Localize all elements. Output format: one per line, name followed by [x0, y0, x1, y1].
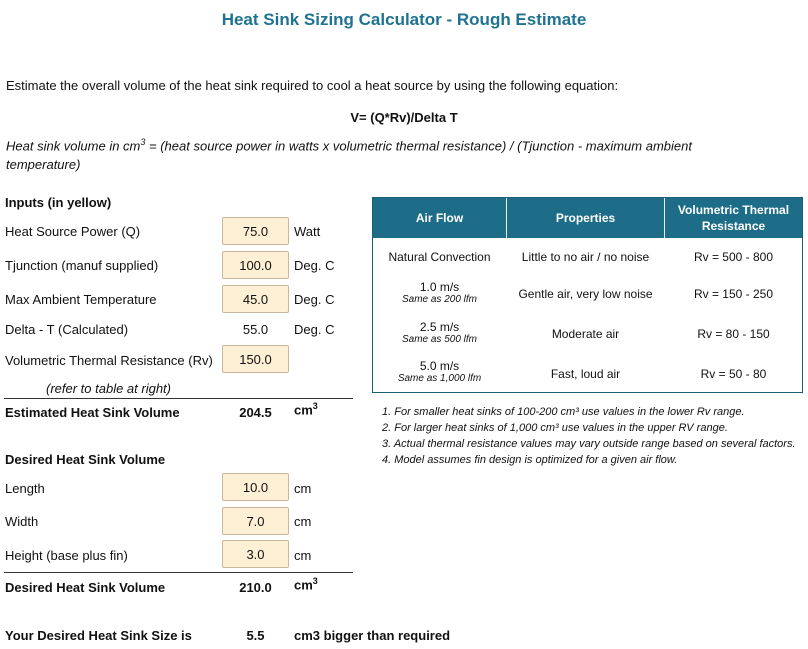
max-ambient-unit: Deg. C	[294, 292, 335, 307]
tjunction-input[interactable]	[222, 251, 289, 279]
rv-label: Volumetric Thermal Resistance (Rv)	[5, 353, 213, 368]
equation-desc-part-a: Heat sink volume in cm	[6, 138, 141, 154]
tjunction-unit: Deg. C	[294, 258, 335, 273]
row-rv: Rv = 50 - 80	[700, 367, 767, 381]
note-item: 4. Model assumes fin design is optimized for a given air flow.	[382, 454, 678, 466]
max-ambient-input[interactable]	[222, 285, 289, 313]
comparison-value: 5.5	[246, 628, 265, 643]
heat-power-label: Heat Source Power (Q)	[5, 224, 141, 239]
estimated-volume-unit: $cm^3$	[294, 401, 318, 418]
desired-heading: Desired Heat Sink Volume	[5, 452, 166, 467]
page-title: Heat Sink Sizing Calculator - Rough Estimate	[221, 10, 587, 29]
heat-power-unit: Watt	[294, 224, 321, 239]
note-item: 3. Actual thermal resistance values may vary outside range based on several factors.	[382, 438, 796, 450]
row-airflow: 1.0 m/s Same as 200 lfm	[401, 280, 478, 305]
estimated-volume-value: 204.5	[239, 405, 272, 420]
length-input[interactable]	[222, 473, 289, 501]
height-input[interactable]	[222, 540, 289, 568]
note-item: 1. For smaller heat sinks of 100-200 cm³ use values in the lower Rv range.	[382, 406, 745, 418]
equation-desc-sup: 3	[140, 137, 146, 147]
note-item: 2. For larger heat sinks of 1,000 cm³ use values in the upper RV range.	[382, 422, 728, 434]
desired-volume-label: Desired Heat Sink Volume	[5, 580, 166, 595]
comparison-suffix: cm3 bigger than required	[294, 628, 451, 643]
comparison-label: Your Desired Heat Sink Size is	[5, 628, 192, 643]
header-air-flow: Air Flow	[415, 211, 464, 225]
width-unit: cm	[294, 514, 312, 529]
length-unit: cm	[294, 481, 312, 496]
divider-line	[4, 398, 353, 399]
equation-description	[6, 133, 766, 174]
intro-text: Estimate the overall volume of the heat sink required to cool a heat source by using the following equation:	[6, 78, 619, 93]
rv-input[interactable]	[222, 345, 289, 373]
divider-line	[4, 572, 353, 573]
row-properties: Gentle air, very low noise	[518, 287, 653, 301]
row-rv: Rv = 500 - 800	[693, 250, 774, 264]
inputs-heading: Inputs (in yellow)	[5, 195, 112, 210]
delta-t-label: Delta - T (Calculated)	[5, 322, 129, 337]
row-airflow: 2.5 m/s Same as 500 lfm	[401, 320, 478, 345]
heat-power-input[interactable]	[222, 217, 289, 245]
table-header	[373, 198, 802, 238]
length-label: Length	[5, 481, 45, 496]
delta-t-value: 55.0	[242, 322, 269, 337]
header-rv: Volumetric Thermal Resistance	[677, 203, 790, 233]
desired-volume-value: 210.0	[239, 580, 272, 595]
width-label: Width	[5, 514, 39, 529]
row-properties: Moderate air	[551, 327, 620, 341]
row-airflow: 5.0 m/s Same as 1,000 lfm	[397, 359, 482, 384]
row-properties: Little to no air / no noise	[521, 250, 650, 264]
equation-desc-part-b: = (heat source power in watts x volumetric thermal resistance) / (Tjunction - maximum ambient temperature)	[6, 138, 692, 173]
tjunction-label: Tjunction (manuf supplied)	[5, 258, 159, 273]
row-airflow: Natural Convection	[388, 250, 491, 264]
row-properties: Fast, loud air	[550, 367, 621, 381]
table-notes	[382, 404, 802, 468]
height-label: Height (base plus fin)	[5, 548, 128, 563]
row-rv: Rv = 80 - 150	[697, 327, 770, 341]
row-rv: Rv = 150 - 250	[693, 287, 774, 301]
max-ambient-label: Max Ambient Temperature	[5, 292, 157, 307]
delta-t-unit: Deg. C	[294, 322, 335, 337]
height-unit: cm	[294, 548, 312, 563]
airflow-table	[372, 197, 803, 393]
table-reference-note: (refer to table at right)	[46, 381, 171, 396]
width-input[interactable]	[222, 507, 289, 535]
equation: V= (Q*Rv)/Delta T	[350, 110, 458, 125]
header-properties: Properties	[555, 211, 616, 225]
desired-volume-unit: $cm^3$	[294, 576, 318, 593]
estimated-volume-label: Estimated Heat Sink Volume	[5, 405, 180, 420]
